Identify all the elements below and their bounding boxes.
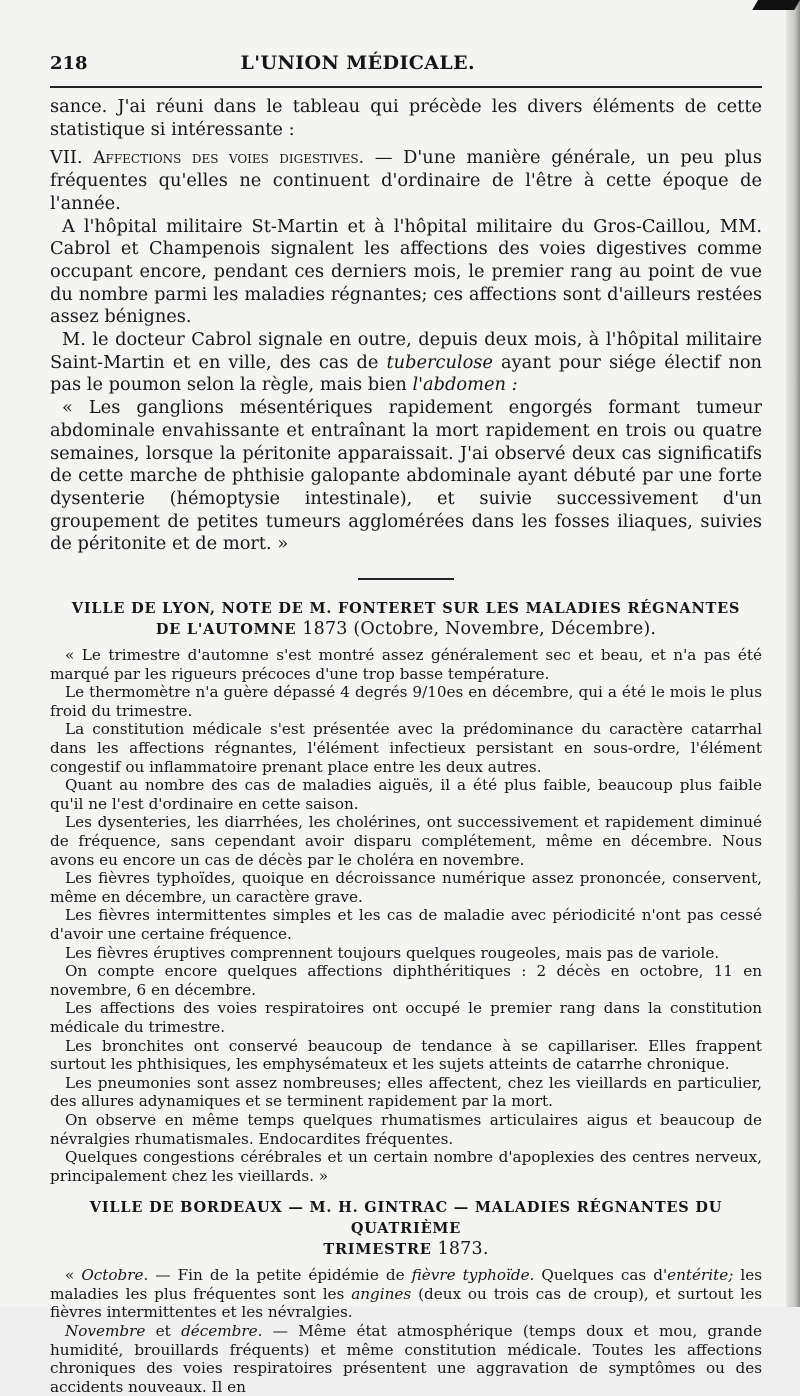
main-text (50, 96, 762, 556)
lyon-paragraph: Les fièvres typhoïdes, quoique en décroissance numérique assez prononcée, conservent, même en décembre, un caractère grave. (50, 869, 762, 906)
paragraph-quote-ganglions: « Les ganglions mésentériques rapidement engorgés formant tumeur abdominale envahissante et entraînant la mort rapidement en trois ou quatre semaines, lorsque la péritonite apparaissait. J'ai observé deux cas significatifs de cette marche de phthisie galopante abdominale ayant débuté par une forte dysenterie (hémoptysie intestinale), et suivie successivement d'un groupement de petites tumeurs agglomérées dans les fosses iliaques, suivies de péritonite et de mort. » (50, 397, 762, 555)
cabrol-text-b: ayant pour siége électif non pas le poumon selon la règle, mais bien (50, 351, 762, 396)
bordeaux-november-paragraph (50, 1322, 762, 1396)
lyon-report (50, 646, 762, 1185)
october-text-b: Quelques cas d' (534, 1266, 668, 1285)
lyon-title-line1: VILLE DE LYON, NOTE DE M. FONTERET SUR LES MALADIES RÉGNANTES (71, 600, 741, 618)
lyon-section-title (50, 598, 762, 640)
lyon-title-line2-caps: DE L'AUTOMNE (155, 621, 297, 639)
enteritis-term: entérite; (667, 1266, 734, 1285)
angines-term: angines (351, 1284, 412, 1303)
section-numeral: VII. (50, 147, 83, 169)
page-corner-mark (752, 0, 800, 10)
lyon-paragraph: Les affections des voies respiratoires ont occupé le premier rang dans la constitution médicale du trimestre. (50, 999, 762, 1036)
bordeaux-title-line2-rest: 1873. (437, 1239, 489, 1260)
lyon-paragraph: Le thermomètre n'a guère dépassé 4 degrés 9/10es en décembre, qui a été le mois le plus froid du trimestre. (50, 683, 762, 720)
lyon-paragraph: « Le trimestre d'automne s'est montré assez généralement sec et beau, et n'a pas été marqué par les rigueurs précoces d'une trop basse température. (50, 646, 762, 683)
running-title: L'UNION MÉDICALE. (240, 52, 476, 74)
lyon-paragraph: On compte encore quelques affections diphthéritiques : 2 décès en octobre, 11 en novembre, 6 en décembre. (50, 962, 762, 999)
october-text-d: (deux ou trois cas de croup), et surtout les fièvres intermittentes et les névralgies. (50, 1284, 762, 1322)
typhoid-term: fièvre typhoïde. (411, 1266, 535, 1285)
abdomen-term: l'abdomen : (412, 374, 518, 396)
lyon-title-line2-rest: 1873 (Octobre, Novembre, Décembre). (302, 619, 657, 640)
lyon-paragraph: Quant au nombre des cas de maladies aiguës, il a été plus faible, beaucoup plus faible qu'il ne l'est d'ordinaire en cette saison. (50, 776, 762, 813)
header-rule (50, 86, 762, 88)
october-text-a: — Fin de la petite épidémie de (148, 1266, 412, 1285)
lyon-paragraph: Quelques congestions cérébrales et un certain nombre d'apoplexies des centres nerveux, principalement chez les vieillards. » (50, 1148, 762, 1185)
bordeaux-report (50, 1266, 762, 1396)
lyon-paragraph: Les bronchites ont conservé beaucoup de tendance à se capillariser. Elles frappent surtout les phthisiques, les emphysémateux et les sujets atteints de catarrhe chronique. (50, 1036, 762, 1074)
page-spine-shadow (786, 0, 800, 1307)
november-text-b: — Même état atmosphérique (temps doux et mou, grande humidité, brouillards fréquents) et même constitution médicale. Toutes les affections chroniques des voies respiratoires présentent une aggravation de symptômes ou des accidents nouveaux. Il en (50, 1322, 762, 1396)
bordeaux-open-quote: « (65, 1266, 82, 1285)
lyon-paragraph: La constitution médicale s'est présentée avec la prédominance du caractère catarrhal dans les affections régnantes, l'élément infectieux persistant en sous-ordre, l'élément congestif ou inflammatoire prenant place entre les deux autres. (50, 720, 762, 776)
intro-paragraph: sance. J'ai réuni dans le tableau qui précède les divers éléments de cette statistique si intéressante : (50, 96, 762, 140)
october-text-c: les maladies les plus fréquentes sont les (50, 1266, 763, 1303)
lyon-paragraph: Les pneumonies sont assez nombreuses; elles affectent, chez les vieillards en particulier, des allures adynamiques et se terminent rapidement par la mort. (50, 1073, 762, 1111)
bordeaux-title-line1: VILLE DE BORDEAUX — M. H. GINTRAC — MALADIES RÉGNANTES DU QUATRIÈME (89, 1199, 723, 1238)
bordeaux-october-paragraph (50, 1266, 762, 1322)
section-separator (358, 578, 454, 580)
lyon-paragraph: On observe en même temps quelques rhumatismes articulaires aigus et beaucoup de névralgies rhumatismales. Endocardites fréquentes. (50, 1110, 762, 1148)
december-label: décembre. (181, 1322, 263, 1341)
october-label: Octobre. (81, 1266, 149, 1285)
section-vii-paragraph (50, 147, 762, 215)
section-heading: Affections des voies digestives. (93, 148, 365, 169)
section-vii-text: — D'une manière générale, un peu plus fréquentes qu'elles ne continuent d'ordinaire de l'être à cette époque de l'année. (50, 147, 762, 214)
page-number: 218 (50, 53, 88, 74)
cabrol-text-a: M. le docteur Cabrol signale en outre, depuis deux mois, à l'hôpital militaire Saint-Martin et en ville, des cas de (50, 329, 762, 373)
page-header (50, 52, 762, 74)
paragraph-cabrol (50, 329, 762, 397)
bordeaux-section-title (50, 1197, 762, 1260)
bordeaux-title-line2-caps: TRIMESTRE (323, 1241, 432, 1259)
lyon-paragraph: Les fièvres intermittentes simples et les cas de maladie avec périodicité n'ont pas cessé d'avoir une certaine fréquence. (50, 906, 762, 943)
november-text-a: et (145, 1322, 182, 1341)
paragraph-hospitals: A l'hôpital militaire St-Martin et à l'hôpital militaire du Gros-Caillou, MM. Cabrol et Champenois signalent les affections des voies digestives comme occupant encore, pendant ces derniers mois, le premier rang au point de vue du nombre parmi les maladies régnantes; ces affections sont d'ailleurs restées assez bénignes. (50, 215, 762, 328)
lyon-paragraph: Les fièvres éruptives comprennent toujours quelques rougeoles, mais pas de variole. (65, 943, 720, 962)
november-label: Novembre (65, 1322, 146, 1341)
lyon-paragraph: Les dysenteries, les diarrhées, les cholérines, ont successivement et rapidement diminué de fréquence, sans cependant avoir disparu complétement, même en décembre. Nous avons eu encore un cas de décès par le choléra en novembre. (50, 813, 762, 869)
tuberculose-term: tuberculose (386, 351, 493, 373)
